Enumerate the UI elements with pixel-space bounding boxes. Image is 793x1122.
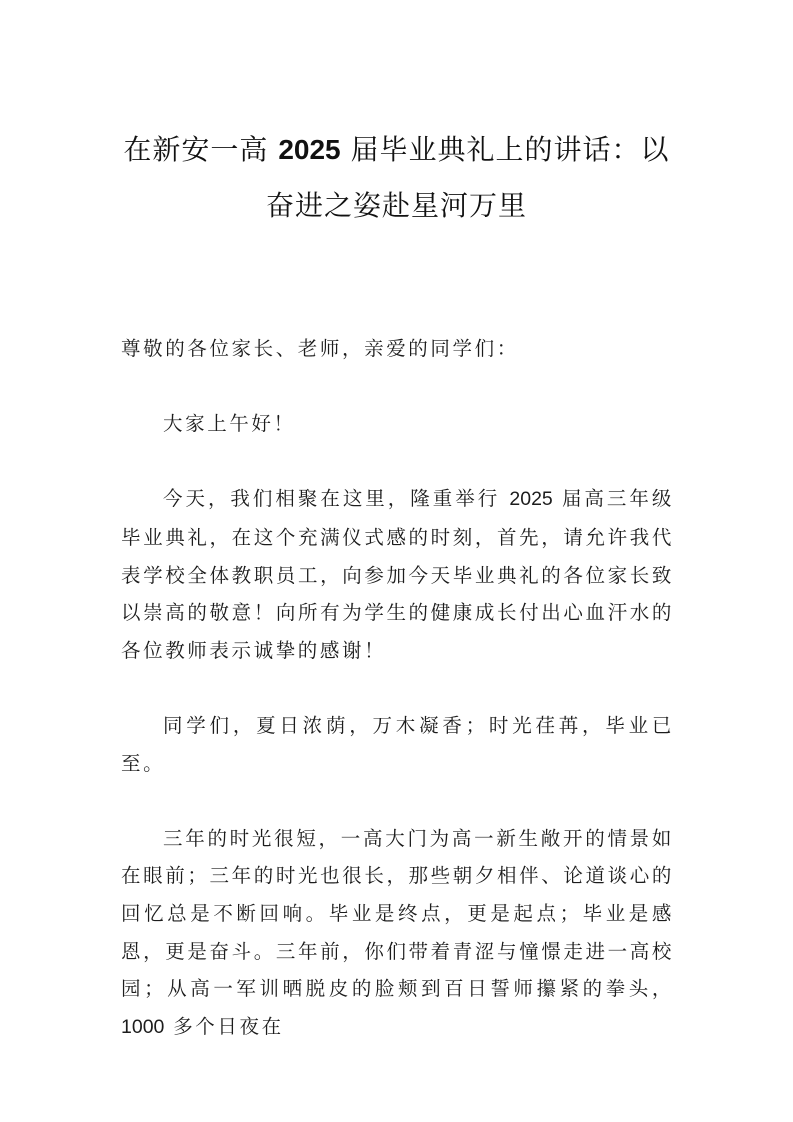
title-text: 在新安一高 xyxy=(123,133,269,166)
paragraph-text: 多个日夜在 xyxy=(173,1014,284,1038)
paragraph-3 xyxy=(121,820,674,1047)
greeting: 大家上午好！ xyxy=(163,412,296,436)
paragraph-text: 今天，我们相聚在这里，隆重举行 xyxy=(163,487,501,511)
paragraph-2: 同学们，夏日浓荫，万木凝香；时光荏苒，毕业已至。 xyxy=(121,713,674,775)
year-number: 2025 xyxy=(509,488,553,511)
count-number: 1000 xyxy=(121,1015,165,1038)
title-text: 届毕业典礼上的讲话：以 xyxy=(350,133,670,166)
title-line-1 xyxy=(110,122,683,178)
document-body xyxy=(121,330,674,1046)
title-year: 2025 xyxy=(278,134,341,165)
title-line-2: 奋进之姿赴星河万里 xyxy=(265,189,527,222)
document-title xyxy=(110,122,683,234)
paragraph-text: 三年的时光很短，一高大门为高一新生敞开的情景如在眼前；三年的时光也很长，那些朝夕相伴、论道谈心的回忆总是不断回响。毕业是终点，更是起点；毕业是感恩，更是奋斗。三年前，你们带着青涩与憧憬走进一高校园；从高一军训晒脱皮的脸颊到百日誓师攥紧的拳头， xyxy=(121,826,674,1001)
paragraph-text: 届高三年级毕业典礼，在这个充满仪式感的时刻，首先，请允许我代表学校全体教职员工，向参加今天毕业典礼的各位家长致以崇高的敬意！向所有为学生的健康成长付出心血汗水的各位教师表示诚挚的感谢！ xyxy=(121,487,674,662)
paragraph-1 xyxy=(121,480,674,669)
salutation: 尊敬的各位家长、老师，亲爱的同学们： xyxy=(121,337,519,360)
